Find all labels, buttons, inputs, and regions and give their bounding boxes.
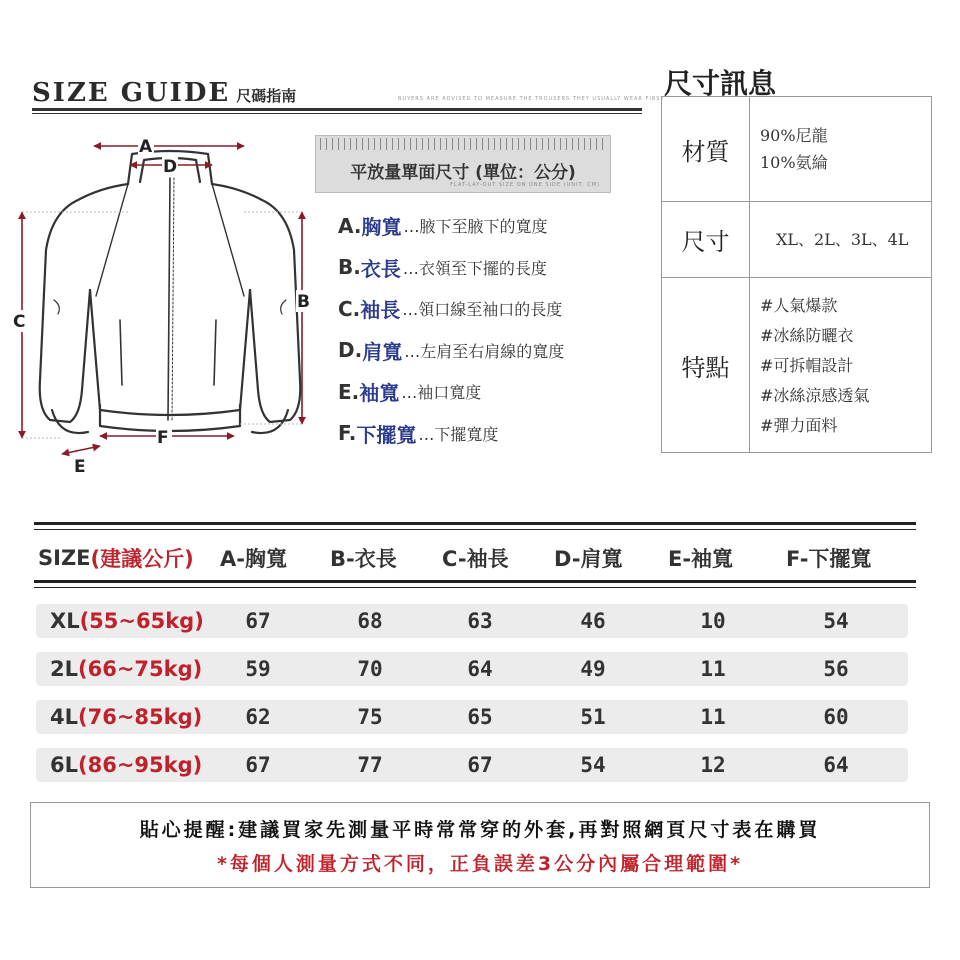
row-weight: (76~85kg) bbox=[78, 705, 203, 729]
feature-label: 特點 bbox=[662, 278, 750, 453]
info-row-material bbox=[662, 97, 931, 201]
definition-desc: …左肩至右肩線的寬度 bbox=[404, 341, 565, 361]
cell-a: 59 bbox=[245, 657, 271, 681]
definition-key: E. bbox=[338, 379, 360, 404]
cell-c: 67 bbox=[467, 753, 493, 777]
label-c: C bbox=[13, 312, 26, 332]
column-header-c: C-袖長 bbox=[442, 547, 509, 571]
feature-list bbox=[760, 278, 925, 453]
definition-name: 袖寬 bbox=[359, 381, 400, 406]
feature-item: #可拆帽設計 bbox=[760, 355, 854, 375]
cell-f: 60 bbox=[823, 705, 849, 729]
cell-f: 56 bbox=[823, 657, 849, 681]
feature-item: #冰絲涼感透氣 bbox=[760, 385, 870, 405]
tip-box bbox=[30, 802, 930, 888]
size-label: 尺寸 bbox=[662, 202, 750, 277]
table-header-size bbox=[38, 540, 194, 576]
size-value bbox=[776, 202, 925, 277]
definition-e bbox=[338, 371, 564, 413]
table-top-rule bbox=[34, 522, 916, 530]
column-header-b: B-衣長 bbox=[330, 547, 397, 571]
row-size: 4L bbox=[50, 705, 78, 729]
cell-c: 64 bbox=[467, 657, 493, 681]
definition-c bbox=[338, 288, 564, 330]
measurement-definitions bbox=[338, 205, 564, 454]
info-row-features bbox=[662, 277, 931, 453]
row-size-cell bbox=[50, 604, 204, 638]
row-size: 2L bbox=[50, 657, 78, 681]
row-size: XL bbox=[50, 609, 80, 633]
cell-e: 11 bbox=[700, 657, 726, 681]
row-weight: (86~95kg) bbox=[78, 753, 203, 777]
cell-e: 10 bbox=[700, 609, 726, 633]
row-size-cell bbox=[50, 748, 202, 782]
tip-line-2: *每個人測量方式不同，正負誤差3公分內屬合理範圍* bbox=[216, 853, 744, 875]
size-value-text: XL、2L、3L、4L bbox=[776, 230, 909, 249]
ruler-ticks bbox=[320, 138, 606, 150]
label-a: A bbox=[139, 137, 153, 157]
cell-b: 68 bbox=[357, 609, 383, 633]
size-header-label: SIZE bbox=[38, 546, 91, 570]
feature-item: #冰絲防曬衣 bbox=[760, 325, 854, 345]
material-line: 10%氨綸 bbox=[760, 153, 828, 172]
jacket-diagram bbox=[0, 120, 330, 490]
cell-e: 12 bbox=[700, 753, 726, 777]
info-title: 尺寸訊息 bbox=[664, 67, 777, 100]
definition-desc: …衣領至下擺的長度 bbox=[402, 258, 547, 278]
column-header-e: E-袖寬 bbox=[668, 547, 734, 571]
cell-e: 11 bbox=[700, 705, 726, 729]
label-e: E bbox=[74, 457, 86, 477]
measure-e-line bbox=[62, 446, 100, 454]
cell-a: 67 bbox=[245, 609, 271, 633]
cell-f: 54 bbox=[823, 609, 849, 633]
cell-b: 75 bbox=[357, 705, 383, 729]
label-d: D bbox=[163, 157, 178, 177]
column-header-f: F-下擺寬 bbox=[786, 547, 872, 571]
table-header-rule bbox=[34, 580, 916, 588]
definition-f bbox=[338, 413, 564, 455]
definition-key: F. bbox=[338, 421, 357, 446]
definition-key: C. bbox=[338, 296, 361, 321]
material-value bbox=[760, 97, 925, 201]
header-note: BUYERS ARE ADVISED TO MEASURE THE TROUSERS THEY USUALLY WEAR FIRST bbox=[398, 96, 665, 102]
cell-a: 67 bbox=[245, 753, 271, 777]
definition-key: A. bbox=[338, 213, 362, 238]
row-weight: (66~75kg) bbox=[78, 657, 203, 681]
cell-c: 63 bbox=[467, 609, 493, 633]
definition-desc: …領口線至袖口的長度 bbox=[402, 300, 563, 320]
jacket-outline bbox=[40, 151, 301, 433]
column-header-a: A-胸寬 bbox=[220, 547, 287, 571]
cell-f: 64 bbox=[823, 753, 849, 777]
ruler-label bbox=[315, 135, 611, 193]
row-size-cell bbox=[50, 700, 202, 734]
definition-name: 下擺寬 bbox=[356, 422, 417, 447]
definition-name: 袖長 bbox=[360, 298, 401, 323]
definition-b bbox=[338, 247, 564, 289]
material-line: 90%尼龍 bbox=[760, 126, 828, 145]
definition-d bbox=[338, 330, 564, 372]
cell-c: 65 bbox=[467, 705, 493, 729]
size-header-sub: (建議公斤) bbox=[90, 547, 194, 571]
cell-b: 70 bbox=[357, 657, 383, 681]
info-panel bbox=[661, 96, 932, 453]
tip-line-1: 貼心提醒:建議買家先測量平時常常穿的外套,再對照網頁尺寸表在購買 bbox=[139, 819, 821, 841]
definition-a bbox=[338, 205, 564, 247]
definition-key: B. bbox=[338, 255, 361, 280]
ruler-title: 平放量單面尺寸 (單位：公分) bbox=[350, 163, 576, 183]
definition-desc: …下擺寬度 bbox=[418, 424, 499, 444]
row-size-cell bbox=[50, 652, 202, 686]
feature-item: #人氣爆款 bbox=[760, 295, 838, 315]
definition-key: D. bbox=[338, 338, 363, 363]
feature-item: #彈力面料 bbox=[760, 415, 838, 435]
info-row-size bbox=[662, 201, 931, 277]
size-guide-title-cn: 尺碼指南 bbox=[236, 87, 297, 105]
size-guide-title bbox=[32, 78, 296, 108]
definition-name: 衣長 bbox=[360, 256, 401, 281]
column-header-d: D-肩寬 bbox=[554, 547, 623, 571]
size-guide-title-text: SIZE GUIDE bbox=[32, 78, 231, 108]
definition-desc: …袖口寬度 bbox=[401, 383, 482, 403]
cell-a: 62 bbox=[245, 705, 271, 729]
cell-d: 49 bbox=[580, 657, 606, 681]
row-weight: (55~65kg) bbox=[79, 609, 204, 633]
header-divider bbox=[32, 108, 642, 114]
material-label: 材質 bbox=[662, 97, 750, 201]
row-size: 6L bbox=[50, 753, 78, 777]
ruler-subtitle: FLAT-LAY-OUT SIZE ON ONE SIDE (UNIT: CM) bbox=[450, 182, 600, 188]
definition-name: 胸寬 bbox=[361, 215, 402, 240]
cell-d: 54 bbox=[580, 753, 606, 777]
definition-desc: …腋下至腋下的寬度 bbox=[403, 217, 548, 237]
cell-b: 77 bbox=[357, 753, 383, 777]
label-f: F bbox=[157, 428, 169, 448]
cell-d: 46 bbox=[580, 609, 606, 633]
cell-d: 51 bbox=[580, 705, 606, 729]
definition-name: 肩寬 bbox=[362, 339, 403, 364]
label-b: B bbox=[297, 292, 310, 312]
